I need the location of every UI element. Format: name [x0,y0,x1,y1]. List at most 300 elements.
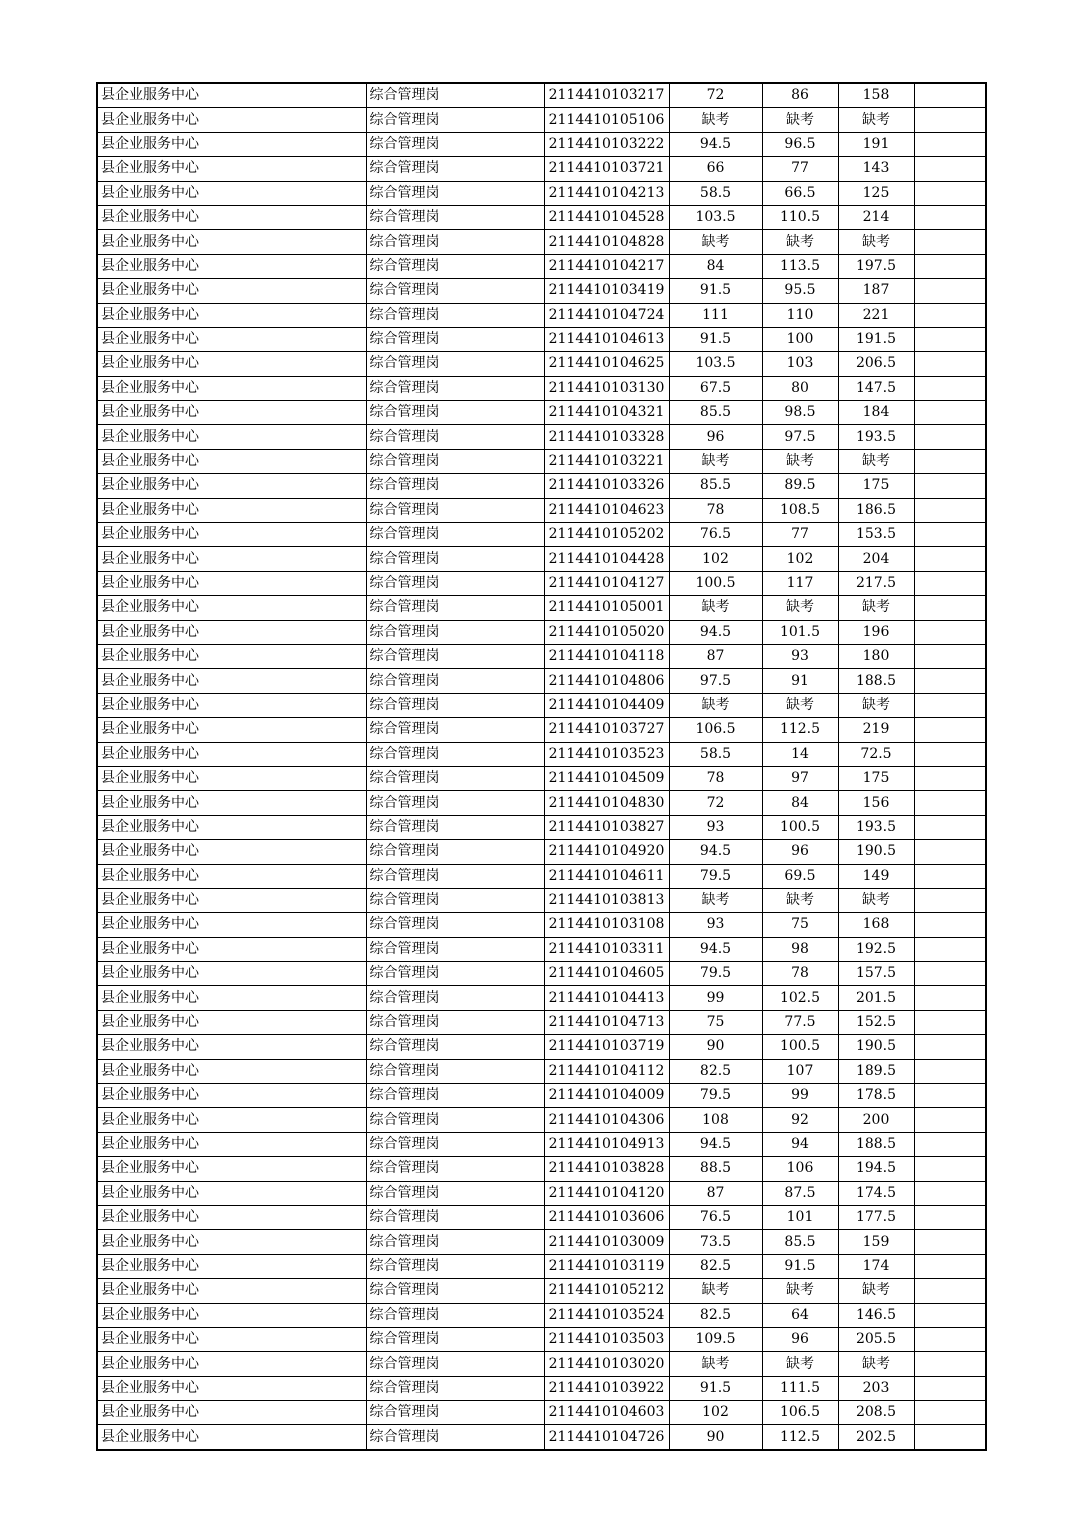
post-cell: 综合管理岗 [366,1303,544,1327]
score-b-cell: 102 [762,547,838,571]
remark-cell [914,547,986,571]
score-b-cell: 117 [762,571,838,595]
score-b-cell: 99 [762,1084,838,1108]
score-table [96,82,987,1451]
table-row [97,986,986,1010]
unit-cell: 县企业服务中心 [97,401,366,425]
post-cell: 综合管理岗 [366,1327,544,1351]
remark-cell [914,108,986,132]
post-cell: 综合管理岗 [366,986,544,1010]
post-cell: 综合管理岗 [366,864,544,888]
remark-cell [914,157,986,181]
post-cell: 综合管理岗 [366,523,544,547]
post-cell: 综合管理岗 [366,498,544,522]
score-b-cell: 97.5 [762,425,838,449]
post-cell: 综合管理岗 [366,205,544,229]
table-row [97,1352,986,1376]
post-cell: 综合管理岗 [366,962,544,986]
exam-id-cell: 2114410105020 [544,620,669,644]
score-a-cell: 79.5 [669,864,762,888]
table-row [97,1132,986,1156]
exam-id-cell: 2114410104428 [544,547,669,571]
post-cell: 综合管理岗 [366,620,544,644]
exam-id-cell: 2114410104830 [544,791,669,815]
score-b-cell: 110 [762,303,838,327]
score-b-cell: 97 [762,766,838,790]
remark-cell [914,132,986,156]
table-row [97,1059,986,1083]
post-cell: 综合管理岗 [366,888,544,912]
remark-cell [914,962,986,986]
remark-cell [914,742,986,766]
unit-cell: 县企业服务中心 [97,766,366,790]
post-cell: 综合管理岗 [366,376,544,400]
total-cell: 缺考 [838,108,914,132]
post-cell: 综合管理岗 [366,279,544,303]
exam-id-cell: 2114410103009 [544,1230,669,1254]
total-cell: 缺考 [838,449,914,473]
exam-id-cell: 2114410104920 [544,840,669,864]
score-b-cell: 89.5 [762,474,838,498]
post-cell: 综合管理岗 [366,303,544,327]
post-cell: 综合管理岗 [366,913,544,937]
score-a-cell: 85.5 [669,474,762,498]
remark-cell [914,205,986,229]
total-cell: 168 [838,913,914,937]
score-a-cell: 91.5 [669,327,762,351]
post-cell: 综合管理岗 [366,791,544,815]
score-b-cell: 94 [762,1132,838,1156]
score-b-cell: 96.5 [762,132,838,156]
remark-cell [914,1181,986,1205]
score-a-cell: 67.5 [669,376,762,400]
total-cell: 186.5 [838,498,914,522]
score-a-cell: 缺考 [669,596,762,620]
exam-id-cell: 2114410103328 [544,425,669,449]
score-b-cell: 64 [762,1303,838,1327]
score-a-cell: 82.5 [669,1254,762,1278]
post-cell: 综合管理岗 [366,1254,544,1278]
total-cell: 缺考 [838,230,914,254]
remark-cell [914,840,986,864]
total-cell: 214 [838,205,914,229]
total-cell: 184 [838,401,914,425]
remark-cell [914,571,986,595]
exam-id-cell: 2114410103721 [544,157,669,181]
total-cell: 200 [838,1108,914,1132]
table-row [97,376,986,400]
score-b-cell: 106.5 [762,1401,838,1425]
post-cell: 综合管理岗 [366,693,544,717]
post-cell: 综合管理岗 [366,766,544,790]
total-cell: 191 [838,132,914,156]
remark-cell [914,1230,986,1254]
post-cell: 综合管理岗 [366,230,544,254]
exam-id-cell: 2114410104603 [544,1401,669,1425]
unit-cell: 县企业服务中心 [97,815,366,839]
score-a-cell: 72 [669,791,762,815]
score-a-cell: 缺考 [669,449,762,473]
score-b-cell: 69.5 [762,864,838,888]
table-row [97,766,986,790]
remark-cell [914,1205,986,1229]
exam-id-cell: 2114410103827 [544,815,669,839]
table-row [97,327,986,351]
score-b-cell: 113.5 [762,254,838,278]
score-a-cell: 91.5 [669,1376,762,1400]
score-b-cell: 84 [762,791,838,815]
unit-cell: 县企业服务中心 [97,1376,366,1400]
score-a-cell: 93 [669,815,762,839]
unit-cell: 县企业服务中心 [97,1327,366,1351]
unit-cell: 县企业服务中心 [97,669,366,693]
table-row [97,547,986,571]
remark-cell [914,815,986,839]
total-cell: 125 [838,181,914,205]
remark-cell [914,279,986,303]
total-cell: 缺考 [838,693,914,717]
exam-id-cell: 2114410104713 [544,1010,669,1034]
exam-id-cell: 2114410103222 [544,132,669,156]
score-a-cell: 103.5 [669,205,762,229]
remark-cell [914,669,986,693]
unit-cell: 县企业服务中心 [97,1254,366,1278]
total-cell: 153.5 [838,523,914,547]
post-cell: 综合管理岗 [366,1035,544,1059]
exam-id-cell: 2114410103523 [544,742,669,766]
total-cell: 159 [838,1230,914,1254]
unit-cell: 县企业服务中心 [97,840,366,864]
remark-cell [914,937,986,961]
score-a-cell: 94.5 [669,132,762,156]
table-row [97,693,986,717]
score-a-cell: 94.5 [669,1132,762,1156]
table-row [97,1279,986,1303]
remark-cell [914,986,986,1010]
remark-cell [914,1059,986,1083]
table-row [97,815,986,839]
table-row [97,791,986,815]
exam-id-cell: 2114410103419 [544,279,669,303]
unit-cell: 县企业服务中心 [97,596,366,620]
unit-cell: 县企业服务中心 [97,303,366,327]
exam-id-cell: 2114410104217 [544,254,669,278]
remark-cell [914,327,986,351]
remark-cell [914,864,986,888]
total-cell: 缺考 [838,596,914,620]
unit-cell: 县企业服务中心 [97,523,366,547]
remark-cell [914,1108,986,1132]
unit-cell: 县企业服务中心 [97,1205,366,1229]
score-a-cell: 58.5 [669,181,762,205]
unit-cell: 县企业服务中心 [97,376,366,400]
total-cell: 174.5 [838,1181,914,1205]
remark-cell [914,1352,986,1376]
exam-id-cell: 2114410103922 [544,1376,669,1400]
remark-cell [914,644,986,668]
unit-cell: 县企业服务中心 [97,1132,366,1156]
score-b-cell: 14 [762,742,838,766]
exam-id-cell: 2114410105001 [544,596,669,620]
post-cell: 综合管理岗 [366,1205,544,1229]
score-b-cell: 96 [762,1327,838,1351]
post-cell: 综合管理岗 [366,1279,544,1303]
score-b-cell: 缺考 [762,1352,838,1376]
score-a-cell: 78 [669,766,762,790]
total-cell: 189.5 [838,1059,914,1083]
total-cell: 193.5 [838,425,914,449]
total-cell: 221 [838,303,914,327]
total-cell: 208.5 [838,1401,914,1425]
exam-id-cell: 2114410104623 [544,498,669,522]
score-a-cell: 96 [669,425,762,449]
post-cell: 综合管理岗 [366,571,544,595]
unit-cell: 县企业服务中心 [97,157,366,181]
exam-id-cell: 2114410104613 [544,327,669,351]
post-cell: 综合管理岗 [366,1108,544,1132]
score-b-cell: 93 [762,644,838,668]
unit-cell: 县企业服务中心 [97,449,366,473]
remark-cell [914,254,986,278]
table-row [97,205,986,229]
score-b-cell: 100.5 [762,1035,838,1059]
score-a-cell: 94.5 [669,840,762,864]
unit-cell: 县企业服务中心 [97,327,366,351]
exam-id-cell: 2114410103727 [544,718,669,742]
remark-cell [914,1132,986,1156]
post-cell: 综合管理岗 [366,157,544,181]
exam-id-cell: 2114410104009 [544,1084,669,1108]
remark-cell [914,913,986,937]
post-cell: 综合管理岗 [366,1010,544,1034]
score-a-cell: 78 [669,498,762,522]
total-cell: 206.5 [838,352,914,376]
remark-cell [914,1035,986,1059]
total-cell: 219 [838,718,914,742]
score-a-cell: 缺考 [669,230,762,254]
exam-id-cell: 2114410103221 [544,449,669,473]
post-cell: 综合管理岗 [366,352,544,376]
table-row [97,1254,986,1278]
table-row [97,962,986,986]
score-a-cell: 102 [669,547,762,571]
unit-cell: 县企业服务中心 [97,1352,366,1376]
score-b-cell: 112.5 [762,718,838,742]
remark-cell [914,1401,986,1425]
unit-cell: 县企业服务中心 [97,1303,366,1327]
score-b-cell: 87.5 [762,1181,838,1205]
exam-id-cell: 2114410104213 [544,181,669,205]
score-b-cell: 100 [762,327,838,351]
exam-id-cell: 2114410103119 [544,1254,669,1278]
exam-id-cell: 2114410104625 [544,352,669,376]
exam-id-cell: 2114410103130 [544,376,669,400]
total-cell: 187 [838,279,914,303]
table-row [97,1181,986,1205]
score-b-cell: 缺考 [762,596,838,620]
score-b-cell: 108.5 [762,498,838,522]
table-row [97,1401,986,1425]
score-b-cell: 85.5 [762,1230,838,1254]
remark-cell [914,303,986,327]
score-a-cell: 109.5 [669,1327,762,1351]
total-cell: 194.5 [838,1157,914,1181]
unit-cell: 县企业服务中心 [97,230,366,254]
table-row [97,669,986,693]
total-cell: 缺考 [838,1352,914,1376]
unit-cell: 县企业服务中心 [97,1230,366,1254]
score-b-cell: 112.5 [762,1425,838,1450]
post-cell: 综合管理岗 [366,547,544,571]
unit-cell: 县企业服务中心 [97,1401,366,1425]
total-cell: 158 [838,83,914,108]
total-cell: 146.5 [838,1303,914,1327]
remark-cell [914,498,986,522]
remark-cell [914,230,986,254]
unit-cell: 县企业服务中心 [97,620,366,644]
unit-cell: 县企业服务中心 [97,644,366,668]
score-a-cell: 82.5 [669,1059,762,1083]
score-a-cell: 缺考 [669,108,762,132]
unit-cell: 县企业服务中心 [97,83,366,108]
remark-cell [914,791,986,815]
exam-id-cell: 2114410103108 [544,913,669,937]
total-cell: 174 [838,1254,914,1278]
table-row [97,181,986,205]
post-cell: 综合管理岗 [366,181,544,205]
score-b-cell: 91 [762,669,838,693]
score-a-cell: 76.5 [669,1205,762,1229]
post-cell: 综合管理岗 [366,937,544,961]
remark-cell [914,1376,986,1400]
unit-cell: 县企业服务中心 [97,986,366,1010]
table-row [97,303,986,327]
unit-cell: 县企业服务中心 [97,1425,366,1450]
score-a-cell: 缺考 [669,693,762,717]
table-row [97,474,986,498]
score-a-cell: 87 [669,644,762,668]
score-b-cell: 缺考 [762,693,838,717]
exam-id-cell: 2114410103326 [544,474,669,498]
exam-id-cell: 2114410103524 [544,1303,669,1327]
exam-id-cell: 2114410104413 [544,986,669,1010]
score-a-cell: 93 [669,913,762,937]
score-a-cell: 106.5 [669,718,762,742]
score-b-cell: 86 [762,83,838,108]
total-cell: 177.5 [838,1205,914,1229]
score-b-cell: 98.5 [762,401,838,425]
exam-id-cell: 2114410103606 [544,1205,669,1229]
post-cell: 综合管理岗 [366,815,544,839]
exam-id-cell: 2114410104528 [544,205,669,229]
unit-cell: 县企业服务中心 [97,1279,366,1303]
exam-id-cell: 2114410104913 [544,1132,669,1156]
exam-id-cell: 2114410104509 [544,766,669,790]
score-a-cell: 76.5 [669,523,762,547]
table-row [97,620,986,644]
total-cell: 196 [838,620,914,644]
unit-cell: 县企业服务中心 [97,571,366,595]
unit-cell: 县企业服务中心 [97,132,366,156]
remark-cell [914,693,986,717]
remark-cell [914,766,986,790]
exam-id-cell: 2114410103828 [544,1157,669,1181]
table-row [97,571,986,595]
unit-cell: 县企业服务中心 [97,1181,366,1205]
total-cell: 147.5 [838,376,914,400]
post-cell: 综合管理岗 [366,83,544,108]
score-b-cell: 98 [762,937,838,961]
total-cell: 180 [838,644,914,668]
remark-cell [914,718,986,742]
remark-cell [914,83,986,108]
table-row [97,1035,986,1059]
unit-cell: 县企业服务中心 [97,181,366,205]
post-cell: 综合管理岗 [366,1425,544,1450]
remark-cell [914,1254,986,1278]
exam-id-cell: 2114410104611 [544,864,669,888]
post-cell: 综合管理岗 [366,840,544,864]
total-cell: 缺考 [838,1279,914,1303]
score-b-cell: 66.5 [762,181,838,205]
post-cell: 综合管理岗 [366,669,544,693]
score-b-cell: 102.5 [762,986,838,1010]
score-b-cell: 92 [762,1108,838,1132]
score-b-cell: 95.5 [762,279,838,303]
unit-cell: 县企业服务中心 [97,425,366,449]
score-a-cell: 缺考 [669,1279,762,1303]
unit-cell: 县企业服务中心 [97,937,366,961]
remark-cell [914,474,986,498]
total-cell: 203 [838,1376,914,1400]
table-row [97,449,986,473]
score-a-cell: 82.5 [669,1303,762,1327]
post-cell: 综合管理岗 [366,401,544,425]
exam-id-cell: 2114410105106 [544,108,669,132]
score-b-cell: 缺考 [762,108,838,132]
table-row [97,279,986,303]
table-row [97,425,986,449]
score-a-cell: 84 [669,254,762,278]
remark-cell [914,425,986,449]
total-cell: 205.5 [838,1327,914,1351]
score-b-cell: 77.5 [762,1010,838,1034]
score-a-cell: 102 [669,1401,762,1425]
score-a-cell: 94.5 [669,937,762,961]
exam-id-cell: 2114410104726 [544,1425,669,1450]
table-row [97,401,986,425]
remark-cell [914,620,986,644]
total-cell: 191.5 [838,327,914,351]
table-row [97,1230,986,1254]
score-a-cell: 75 [669,1010,762,1034]
exam-id-cell: 2114410104120 [544,1181,669,1205]
unit-cell: 县企业服务中心 [97,352,366,376]
table-row [97,1425,986,1450]
total-cell: 190.5 [838,1035,914,1059]
remark-cell [914,376,986,400]
score-a-cell: 72 [669,83,762,108]
post-cell: 综合管理岗 [366,718,544,742]
total-cell: 157.5 [838,962,914,986]
score-a-cell: 85.5 [669,401,762,425]
total-cell: 217.5 [838,571,914,595]
total-cell: 190.5 [838,840,914,864]
total-cell: 72.5 [838,742,914,766]
score-a-cell: 103.5 [669,352,762,376]
score-a-cell: 缺考 [669,888,762,912]
total-cell: 197.5 [838,254,914,278]
